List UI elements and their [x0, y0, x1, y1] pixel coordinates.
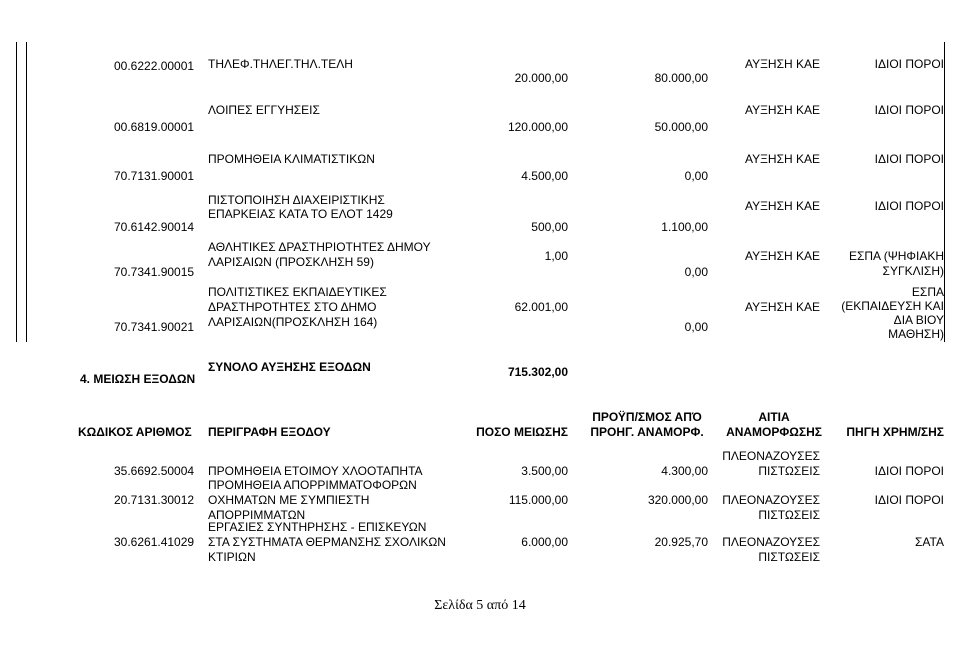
table-row — [0, 240, 960, 280]
source-cell: ΙΔΙΟΙ ΠΟΡΟΙ — [874, 103, 944, 117]
code-cell: 70.7341.90015 — [114, 265, 195, 279]
reason-cell: ΑΥΞΗΣΗ ΚΑΕ — [744, 152, 820, 166]
reason-cell-line2: ΠΙΣΤΩΣΕΙΣ — [758, 508, 820, 522]
desc-cell: ΠΙΣΤΟΠΟΙΗΣΗ ΔΙΑΧΕΙΡΙΣΤΙΚΗΣ — [208, 193, 385, 207]
source-cell: ΣΑΤΑ — [915, 535, 944, 549]
header-code: ΚΩΔΙΚΟΣ ΑΡΙΘΜΟΣ — [78, 425, 192, 439]
reason-cell-line2: ΠΙΣΤΩΣΕΙΣ — [758, 464, 820, 478]
desc-cell: ΠΟΛΙΤΙΣΤΙΚΕΣ ΕΚΠΑΙΔΕΥΤΙΚΕΣ — [208, 285, 387, 299]
budget-cell: 1.100,00 — [661, 220, 708, 234]
amount-cell: 115.000,00 — [508, 493, 568, 507]
desc-cell-line2: ΕΠΑΡΚΕΙΑΣ ΚΑΤΑ ΤΟ ΕΛΟΤ 1429 — [208, 207, 393, 221]
source-cell-line4: ΜΑΘΗΣΗ) — [888, 327, 944, 341]
header-desc: ΠΕΡΙΓΡΑΦΗ ΕΞΟΔΟΥ — [208, 425, 331, 439]
code-cell: 70.7341.90021 — [114, 320, 195, 334]
budget-cell: 50.000,00 — [654, 120, 708, 134]
code-cell: 35.6692.50004 — [114, 464, 195, 478]
header-budget-line2: ΠΡΟΗΓ. ΑΝΑΜΟΡΦ. — [590, 425, 704, 439]
reason-cell: ΠΛΕΟΝΑΖΟΥΣΕΣ — [722, 449, 820, 463]
header-reason: ΑΙΤΙΑ — [758, 410, 790, 424]
reason-cell: ΠΛΕΟΝΑΖΟΥΣΕΣ — [722, 493, 820, 507]
source-cell: ΙΔΙΟΙ ΠΟΡΟΙ — [874, 199, 944, 213]
total-label: ΣΥΝΟΛΟ ΑΥΞΗΣΗΣ ΕΞΟΔΩΝ — [208, 360, 371, 374]
source-cell: ΙΔΙΟΙ ΠΟΡΟΙ — [874, 464, 944, 478]
table-row — [0, 102, 960, 132]
table-row — [0, 448, 960, 478]
total-value: 715.302,00 — [507, 365, 568, 379]
desc-cell: ΤΗΛΕΦ.ΤΗΛΕΓ.ΤΗΛ.ΤΕΛΗ — [208, 57, 353, 71]
source-cell-line3: ΔΙΑ ΒΙΟΥ — [893, 313, 944, 327]
header-source: ΠΗΓΗ ΧΡΗΜ/ΣΗΣ — [846, 425, 944, 439]
reason-cell: ΑΥΞΗΣΗ ΚΑΕ — [744, 249, 820, 263]
amount-cell: 1,00 — [544, 249, 568, 263]
budget-cell: 0,00 — [684, 169, 708, 183]
header-reason-line2: ΑΝΑΜΟΡΦΩΣΗΣ — [726, 425, 822, 439]
amount-cell: 20.000,00 — [514, 71, 568, 85]
budget-cell: 20.925,70 — [654, 535, 708, 549]
header-budget: ΠΡΟΫΠ/ΣΜΟΣ ΑΠΌ — [592, 410, 702, 424]
header-amount: ΠΟΣΟ ΜΕΙΩΣΗΣ — [476, 425, 568, 439]
table-row — [0, 193, 960, 233]
reason-cell: ΠΛΕΟΝΑΖΟΥΣΕΣ — [722, 535, 820, 549]
reason-cell-line2: ΠΙΣΤΩΣΕΙΣ — [758, 550, 820, 564]
desc-cell-line2: ΛΑΡΙΣΑΙΩΝ (ΠΡΟΣΚΛΗΣΗ 59) — [208, 255, 374, 269]
desc-cell-line2: ΟΧΗΜΑΤΩΝ ΜΕ ΣΥΜΠΙΕΣΤΗ — [208, 493, 370, 507]
desc-cell: ΕΡΓΑΣΙΕΣ ΣΥΝΤΗΡΗΣΗΣ - ΕΠΙΣΚΕΥΩΝ — [208, 520, 427, 534]
desc-cell: ΛΟΙΠΕΣ ΕΓΓΥΗΣΕΙΣ — [208, 103, 320, 117]
source-cell-line2: ΣΥΓΚΛΙΣΗ) — [882, 264, 944, 278]
amount-cell: 6.000,00 — [521, 535, 568, 549]
page-number: Σελίδα 5 από 14 — [434, 598, 526, 613]
table-row — [0, 150, 960, 183]
reason-cell: ΑΥΞΗΣΗ ΚΑΕ — [744, 300, 820, 314]
source-cell: ΙΔΙΟΙ ΠΟΡΟΙ — [874, 152, 944, 166]
table-row — [0, 284, 960, 344]
amount-cell: 120.000,00 — [507, 120, 568, 134]
source-cell-line2: (ΕΚΠΑΙΔΕΥΣΗ ΚΑΙ — [841, 299, 944, 313]
budget-cell: 320.000,00 — [647, 493, 708, 507]
desc-cell-line3: ΛΑΡΙΣΑΙΩΝ(ΠΡΟΣΚΛΗΣΗ 164) — [208, 315, 378, 329]
desc-cell: ΠΡΟΜΗΘΕΙΑ ΑΠΟΡΡΙΜΜΑΤΟΦΟΡΩΝ — [208, 478, 417, 492]
code-cell: 00.6222.00001 — [114, 59, 195, 73]
table-row — [0, 55, 960, 85]
source-cell: ΕΣΠΑ (ΨΗΦΙΑΚΗ — [848, 249, 944, 263]
reason-cell: ΑΥΞΗΣΗ ΚΑΕ — [744, 199, 820, 213]
code-cell: 70.6142.90014 — [114, 220, 195, 234]
reason-cell: ΑΥΞΗΣΗ ΚΑΕ — [744, 103, 820, 117]
budget-cell: 0,00 — [684, 320, 708, 334]
desc-cell: ΑΘΛΗΤΙΚΕΣ ΔΡΑΣΤΗΡΙΟΤΗΤΕΣ ΔΗΜΟΥ — [208, 240, 431, 254]
code-cell: 70.7131.90001 — [114, 169, 195, 183]
code-cell: 30.6261.41029 — [114, 535, 195, 549]
desc-cell-line3: ΑΠΟΡΡΙΜΜΑΤΩΝ — [208, 508, 306, 522]
budget-cell: 80.000,00 — [654, 71, 708, 85]
amount-cell: 500,00 — [531, 220, 568, 234]
desc-cell-line2: ΔΡΑΣΤΗΡΟΤΗΤΕΣ ΣΤΟ ΔΗΜΟ — [208, 300, 377, 314]
amount-cell: 3.500,00 — [521, 464, 568, 478]
amount-cell: 4.500,00 — [521, 169, 568, 183]
amount-cell: 62.001,00 — [514, 300, 568, 314]
budget-cell: 0,00 — [684, 265, 708, 279]
desc-cell: ΠΡΟΜΗΘΕΙΑ ΚΛΙΜΑΤΙΣΤΙΚΩΝ — [208, 152, 375, 166]
table-row — [0, 478, 960, 522]
source-cell: ΙΔΙΟΙ ΠΟΡΟΙ — [874, 493, 944, 507]
source-cell: ΕΣΠΑ — [911, 285, 944, 299]
reason-cell: ΑΥΞΗΣΗ ΚΑΕ — [744, 57, 820, 71]
budget-cell: 4.300,00 — [661, 464, 708, 478]
code-cell: 00.6819.00001 — [114, 120, 195, 134]
desc-cell-line3: ΚΤΙΡΙΩΝ — [208, 550, 256, 564]
table-row — [0, 520, 960, 568]
section-title: 4. ΜΕΙΩΣΗ ΕΞΟΔΩΝ — [80, 372, 196, 386]
desc-cell-line2: ΣΤΑ ΣΥΣΤΗΜΑΤΑ ΘΕΡΜΑΝΣΗΣ ΣΧΟΛΙΚΩΝ — [208, 535, 446, 549]
source-cell: ΙΔΙΟΙ ΠΟΡΟΙ — [874, 57, 944, 71]
code-cell: 20.7131.30012 — [114, 493, 195, 507]
desc-cell: ΠΡΟΜΗΘΕΙΑ ΕΤΟΙΜΟΥ ΧΛΟΟΤΑΠΗΤΑ — [208, 464, 423, 478]
